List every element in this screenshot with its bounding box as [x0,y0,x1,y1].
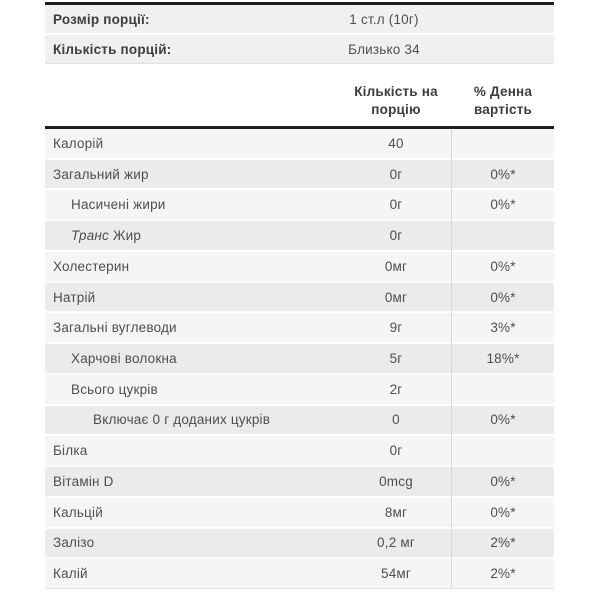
nutrient-label-text: Білка [53,443,88,459]
nutrition-row [45,344,554,373]
nutrient-label-text: Натрій [53,289,96,305]
nutrient-amount: 8мг [384,504,408,520]
serving-size-row [45,5,554,33]
nutrition-row [45,375,554,404]
nutrient-label [45,259,340,274]
nutrition-row [45,283,554,312]
nutrient-label-text: Насичені жири [71,197,166,213]
nutrient-daily-value: 0%* [490,258,516,274]
nutrient-daily-value: 18%* [486,350,520,366]
nutrition-row [45,313,554,342]
nutrient-daily-value: 0%* [490,504,516,520]
nutrient-amount: 0,2 мг [377,535,415,551]
daily-value-header-line1: % Денна [473,84,533,99]
nutrient-amount: 0мг [384,289,408,305]
nutrient-daily-value: 0%* [490,412,516,428]
nutrient-label [45,412,340,427]
amount-column-header [340,83,452,119]
amount-header-line1: Кількість на [354,84,438,99]
nutrient-amount: 0г [389,443,403,459]
nutrient-label [45,136,340,151]
nutrient-label-text: Всього цукрів [71,381,158,397]
nutrient-amount: 5г [389,350,403,366]
nutrient-amount: 0mcg [379,473,413,489]
nutrient-label [45,382,340,397]
nutrient-label [45,566,340,581]
servings-per-container-row [45,35,554,63]
serving-size-label: Розмір порції: [53,11,150,27]
nutrient-daily-value: 0%* [490,166,516,182]
daily-value-column-header [452,83,554,119]
nutrient-label-text: Залізо [53,535,95,551]
nutrient-daily-value: 3%* [490,320,516,336]
nutrient-amount: 0г [389,166,403,182]
nutrition-row [45,129,554,158]
nutrient-amount: 0г [389,228,403,244]
nutrient-daily-value: 2%* [490,566,516,582]
daily-value-header-line2: вартість [473,102,533,117]
nutrient-label-text: Калій [53,566,88,582]
nutrient-amount: 0мг [384,258,408,274]
nutrient-label [45,290,340,305]
nutrition-row [45,190,554,219]
nutrient-label-text: Включає 0 г доданих цукрів [93,412,271,428]
nutrient-amount: 9г [389,320,403,336]
nutrient-amount: 0г [389,197,403,213]
nutrient-amount: 40 [388,135,404,151]
nutrient-amount: 2г [389,381,403,397]
nutrient-label [45,167,340,182]
nutrient-daily-value: 0%* [490,289,516,305]
nutrient-label [45,351,340,366]
nutrient-daily-value: 0%* [490,197,516,213]
nutrient-label-text: Харчові волокна [71,350,177,366]
amount-header-line2: порцію [371,102,421,117]
nutrient-label-text: Холестерин [53,258,130,274]
nutrient-label [45,535,340,550]
nutrient-label [45,474,340,489]
nutrient-amount: 54мг [380,566,412,582]
nutrition-row [45,467,554,496]
nutrition-row [45,221,554,250]
nutrient-label-text: Жир [113,228,142,244]
nutrition-row [45,436,554,465]
nutrient-label [45,228,340,243]
nutrition-row [45,252,554,281]
nutrition-row [45,406,554,435]
serving-size-value: 1 ст.л (10г) [349,11,419,27]
nutrition-facts-panel [45,2,554,589]
nutrition-row [45,498,554,527]
nutrient-daily-value: 0%* [490,473,516,489]
nutrient-label [45,197,340,212]
nutrition-row [45,160,554,189]
nutrient-label-text: Загальні вуглеводи [53,320,177,336]
serving-info-table [45,2,554,64]
nutrient-label-text: Кальцій [53,504,103,520]
nutrient-label-text: Калорій [53,135,104,151]
nutrient-label [45,443,340,458]
nutrient-label-text: Загальний жир [53,166,149,182]
nutrient-label-text: Вітамін D [53,473,114,489]
nutrient-amount: 0 [392,412,400,428]
servings-per-container-value: Близько 34 [348,41,420,57]
nutrition-row [45,529,554,558]
nutrition-table-header [45,64,554,126]
nutrient-label [45,505,340,520]
nutrition-row [45,559,554,588]
nutrient-label-italic: Транс [71,228,109,244]
servings-per-container-label: Кількість порцій: [53,41,172,57]
nutrient-label [45,320,340,335]
nutrient-daily-value: 2%* [490,535,516,551]
nutrition-rows [45,129,554,589]
